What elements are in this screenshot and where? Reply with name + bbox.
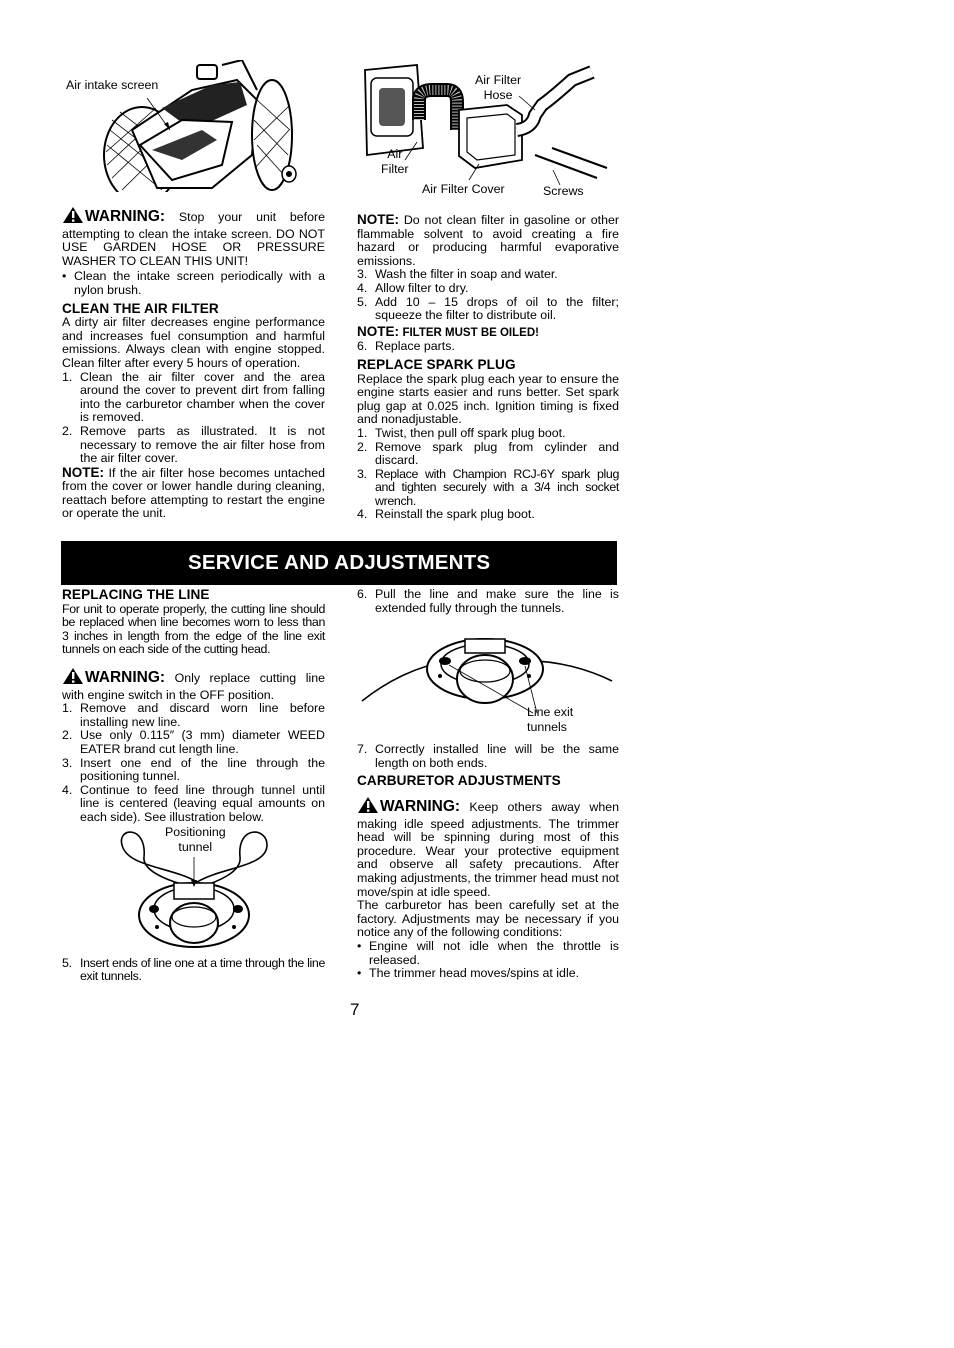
air-intake-figure bbox=[62, 60, 325, 192]
list-item: 2. Remove spark plug from cylinder and discard. bbox=[357, 439, 619, 468]
left-top-column bbox=[62, 60, 325, 521]
list-item: 2. Remove parts as illustrated. It is not necessary to remove the air filter hose from the air filter cover. bbox=[62, 423, 325, 466]
list-item: 3. Insert one end of the line through the positioning tunnel. bbox=[62, 755, 325, 784]
line-exit-tunnels-figure bbox=[357, 621, 619, 743]
left-bottom-column bbox=[62, 588, 325, 984]
clean-steps-list bbox=[62, 371, 325, 466]
line-exit-tunnels-label: Line exit tunnels bbox=[527, 705, 574, 735]
list-item: 7. Correctly installed line will be the same length on both ends. bbox=[357, 742, 619, 770]
right-bottom-column bbox=[357, 588, 619, 981]
positioning-tunnel-label: Positioning tunnel bbox=[165, 824, 226, 854]
step7-list bbox=[357, 743, 619, 770]
list-item: 6. Replace parts. bbox=[357, 339, 455, 354]
air-filter-hose-label: Air Filter Hose bbox=[475, 73, 522, 102]
list-item: 4. Continue to feed line through tunnel until line is centered (leaving equal amounts on each side). See illustration below. bbox=[62, 782, 325, 824]
note-solvent bbox=[357, 213, 619, 268]
warning-text: Keep others away when making idle speed adjustments. The trimmer head will be spinning during most of this procedure. Wear your protective equipment and observe all safety precautions. After making adjustments, the trimmer head must not move/spin at idle speed. bbox=[357, 799, 619, 899]
list-item: 3. Replace with Champion RCJ-6Y spark plug and tighten securely with a 3/4 inch socket wrench. bbox=[357, 466, 619, 508]
section-banner: SERVICE AND ADJUSTMENTS bbox=[61, 541, 617, 585]
list-item: 3. Wash the filter in soap and water. bbox=[357, 267, 558, 282]
step5-list bbox=[62, 957, 325, 984]
step6-list bbox=[357, 588, 619, 615]
clean-air-filter-heading: CLEAN THE AIR FILTER bbox=[62, 300, 219, 316]
warning-word: WARNING: bbox=[380, 797, 461, 815]
carburetor-adjustments-heading: CARBURETOR ADJUSTMENTS bbox=[357, 773, 561, 789]
spark-plug-paragraph: Replace the spark plug each year to ensure the engine starts easier and runs better. Set spark plug gap at 0.025 inch. Ignition timing is fixed and nonadjustable. bbox=[357, 371, 619, 427]
note-word: NOTE: bbox=[357, 323, 399, 339]
intake-bullets bbox=[62, 270, 325, 297]
air-intake-screen-label: Air intake screen bbox=[66, 78, 159, 92]
replacing-line-paragraph: For unit to operate properly, the cutting line should be replaced when line becomes worn to less than 3 inches in length from the edge of the line exit tunnels on each side of the cutting head. bbox=[62, 601, 325, 657]
warning-line bbox=[62, 667, 325, 702]
replace-parts-list bbox=[357, 340, 619, 354]
list-item: • Clean the intake screen periodically with a nylon brush. bbox=[62, 269, 325, 297]
air-filter-label: Air Filter bbox=[381, 147, 409, 176]
positioning-tunnel-figure bbox=[62, 824, 325, 957]
replace-spark-plug-heading: REPLACE SPARK PLUG bbox=[357, 356, 516, 372]
air-filter-figure bbox=[357, 60, 619, 203]
warning-word: WARNING: bbox=[85, 208, 166, 225]
warning-intake bbox=[62, 206, 325, 268]
screws-label: Screws bbox=[543, 184, 584, 198]
warning-triangle-icon bbox=[357, 796, 379, 818]
note-text: Do not clean filter in gasoline or other flammable solvent to avoid creating a fire hazard or producing harmful evaporative emissions. bbox=[357, 213, 619, 268]
list-item: 1. Clean the air filter cover and the area around the cover to prevent dirt from falling into the carburetor chamber when the cover is removed. bbox=[62, 369, 325, 425]
list-item: • The trimmer head moves/spins at idle. bbox=[357, 966, 580, 981]
note-word: NOTE: bbox=[62, 464, 104, 480]
list-item: 5. Insert ends of line one at a time through the line exit tunnels. bbox=[62, 955, 325, 984]
line-exit-tunnels-illustration bbox=[357, 621, 619, 743]
line-steps-list bbox=[62, 702, 325, 824]
list-item: 2. Use only 0.115″ (3 mm) diameter WEED EATER brand cut length line. bbox=[62, 728, 325, 756]
warning-word: WARNING: bbox=[85, 668, 166, 686]
list-item: • Engine will not idle when the throttle is released. bbox=[357, 938, 619, 967]
note-word: NOTE: bbox=[357, 212, 399, 227]
spark-plug-steps-list bbox=[357, 427, 619, 522]
note-text: FILTER MUST BE OILED! bbox=[402, 326, 539, 339]
list-item: 1. Remove and discard worn line before installing new line. bbox=[62, 701, 325, 729]
warning-triangle-icon bbox=[62, 206, 84, 228]
replacing-line-heading: REPLACING THE LINE bbox=[62, 587, 210, 602]
air-filter-cover-label: Air Filter Cover bbox=[422, 182, 505, 196]
note-text: If the air filter hose becomes untached from the cover or lower handle during cleaning, reattach before attempting to restart the engine or operate the unit. bbox=[62, 465, 325, 521]
warning-triangle-icon bbox=[62, 667, 84, 689]
carburetor-bullets bbox=[357, 940, 619, 981]
list-item: 1. Twist, then pull off spark plug boot. bbox=[357, 425, 566, 440]
list-item: 4. Reinstall the spark plug boot. bbox=[357, 507, 535, 522]
list-item: 4. Allow filter to dry. bbox=[357, 280, 469, 295]
right-top-column bbox=[357, 60, 619, 522]
list-item: 6. Pull the line and make sure the line is extended fully through the tunnels. bbox=[357, 587, 619, 615]
note-oiled bbox=[357, 325, 619, 341]
warning-carb bbox=[357, 796, 619, 899]
warning-text: Stop your unit before attempting to clean the intake screen. DO NOT USE GARDEN HOSE OR PRESSURE WASHER TO CLEAN THIS UNIT! bbox=[62, 210, 325, 268]
filter-steps-list bbox=[357, 268, 619, 322]
clean-air-filter-paragraph: A dirty air filter decreases engine performance and increases fuel consumption and harmful emissions. Always clean with engine stopped. Clean filter after every 5 hours of operation. bbox=[62, 315, 325, 370]
page-number: 7 bbox=[350, 1000, 360, 1019]
carburetor-paragraph: The carburetor has been carefully set at the factory. Adjustments may be necessary if you notice any of the following conditions: bbox=[357, 898, 619, 940]
list-item: 5. Add 10 – 15 drops of oil to the filter; squeeze the filter to distribute oil. bbox=[357, 294, 619, 323]
note-hose bbox=[62, 466, 325, 521]
warning-text: Only replace cutting line with engine switch in the OFF position. bbox=[62, 670, 325, 702]
